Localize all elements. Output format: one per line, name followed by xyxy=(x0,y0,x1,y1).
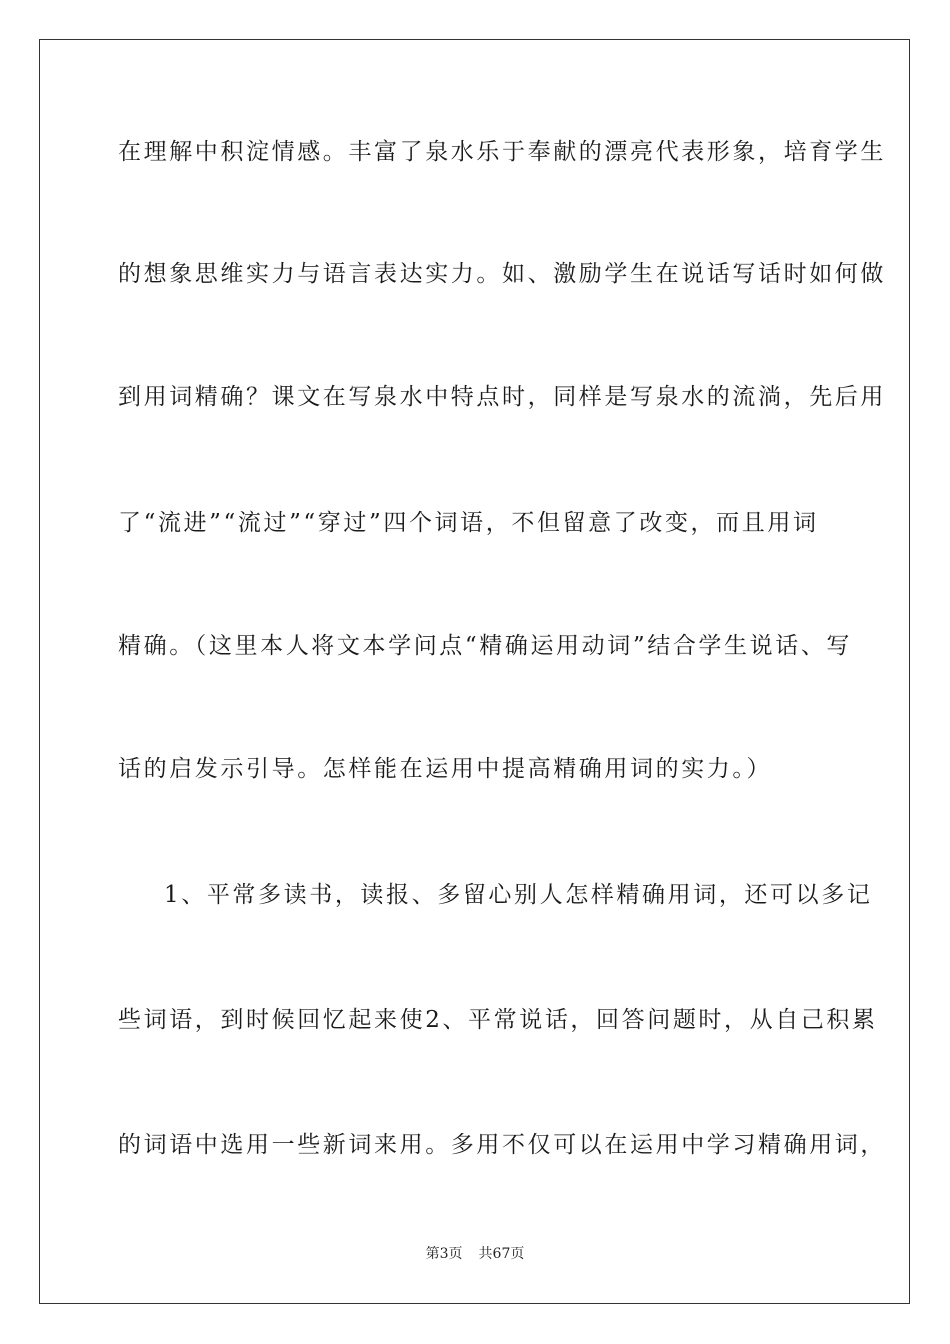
text-line-4: 了“流进”“流过”“穿过”四个词语，不但留意了改变，而且用词 xyxy=(118,510,819,536)
page-border xyxy=(39,39,910,1304)
text-line-9: 的词语中选用一些新词来用。多用不仅可以在运用中学习精确用词， xyxy=(118,1132,886,1158)
text-line-2: 的想象思维实力与语言表达实力。如、激励学生在说话写话时如何做 xyxy=(118,261,886,287)
page-number: 第3页 xyxy=(425,1246,463,1262)
text-line-7: 1、平常多读书，读报、多留心别人怎样精确用词，还可以多记 xyxy=(164,882,873,908)
text-line-6: 话的启发示引导。怎样能在运用中提高精确用词的实力。） xyxy=(118,756,773,782)
text-line-1: 在理解中积淀情感。丰富了泉水乐于奉献的漂亮代表形象，培育学生 xyxy=(118,139,886,165)
text-line-5: 精确。（这里本人将文本学问点“精确运用动词”结合学生说话、写 xyxy=(118,633,853,659)
text-line-8: 些词语，到时候回忆起来使2、平常说话，回答问题时，从自己积累 xyxy=(118,1007,878,1033)
total-pages: 共67页 xyxy=(478,1246,525,1262)
page-footer xyxy=(0,1244,950,1264)
text-line-3: 到用词精确？课文在写泉水中特点时，同样是写泉水的流淌，先后用 xyxy=(118,384,886,410)
